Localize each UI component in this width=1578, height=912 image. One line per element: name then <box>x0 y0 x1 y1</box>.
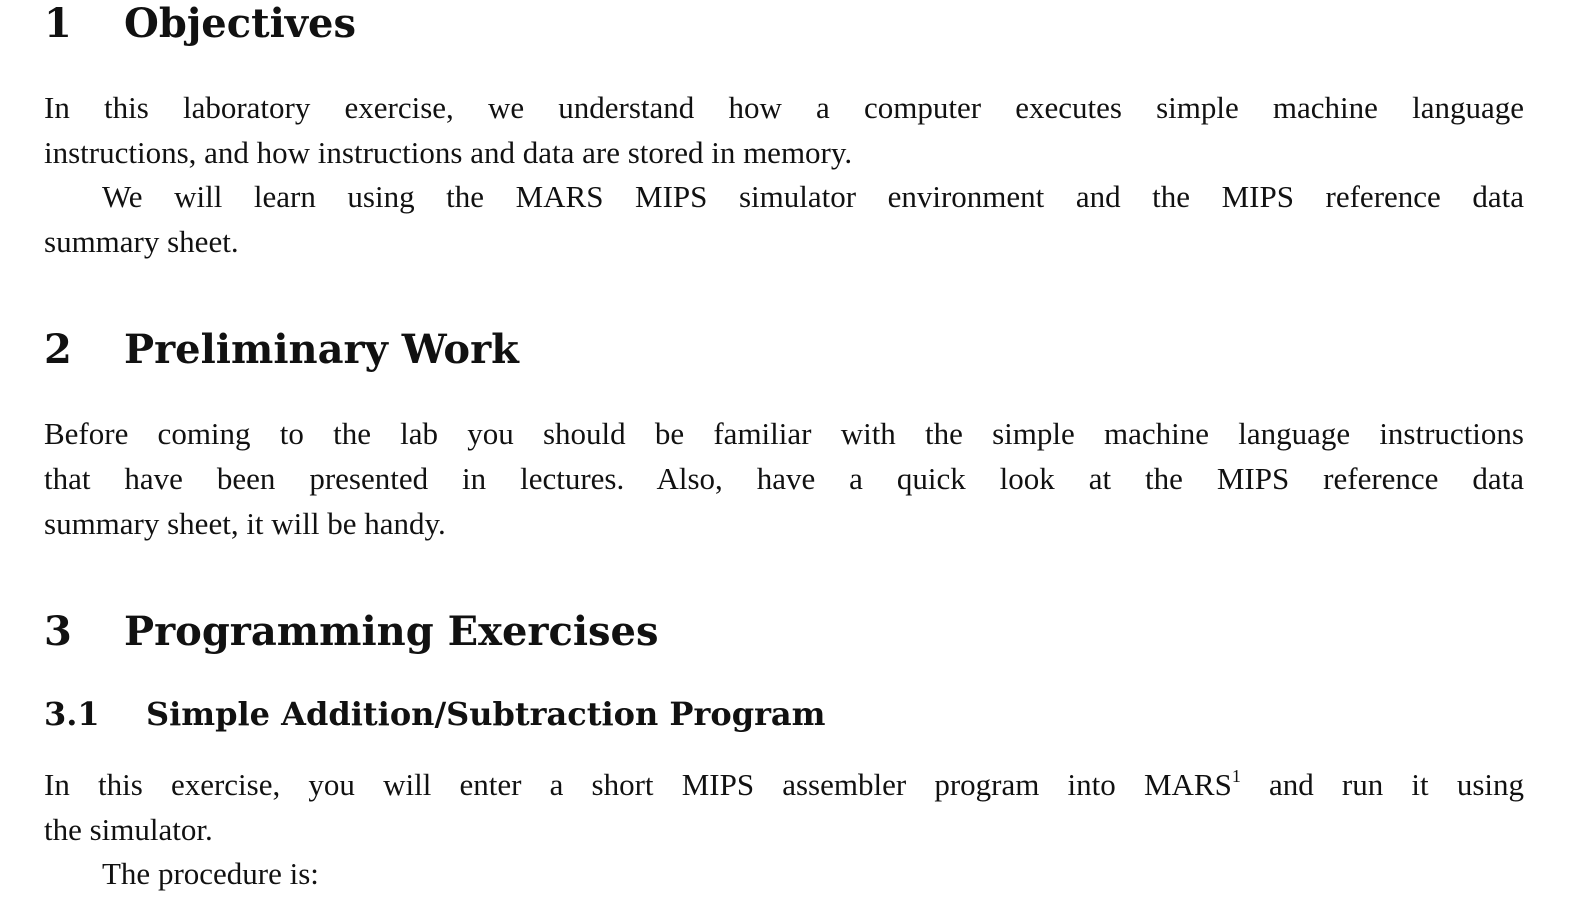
text-segment: In this exercise, you will enter a short MIPS assembler program into MARS <box>44 767 1232 802</box>
exercise-intro-paragraph <box>44 762 1524 852</box>
preliminary-work-paragraph <box>44 411 1524 546</box>
objectives-paragraph-1 <box>44 85 1524 175</box>
objectives-paragraph-2 <box>44 174 1524 264</box>
text-line: In this laboratory exercise, we understand how a computer executes simple machine language <box>44 90 1524 125</box>
section-number: 1 <box>44 0 72 47</box>
section-title: Programming Exercises <box>124 608 659 655</box>
text-line <box>44 762 1524 807</box>
text-line: We will learn using the MARS MIPS simulator environment and the MIPS reference data <box>102 179 1524 214</box>
section-heading-preliminary-work <box>44 326 519 373</box>
section-number: 3 <box>44 608 72 655</box>
text-line: summary sheet. <box>44 224 239 259</box>
section-title: Objectives <box>124 0 356 47</box>
section-number: 2 <box>44 326 72 373</box>
text-line: Before coming to the lab you should be familiar with the simple machine language instructions <box>44 416 1524 451</box>
procedure-intro-paragraph <box>44 851 1524 896</box>
text-line: summary sheet, it will be handy. <box>44 506 446 541</box>
subsection-heading-simple-addition <box>44 695 826 733</box>
section-heading-objectives <box>44 0 356 47</box>
section-title: Preliminary Work <box>124 326 519 373</box>
footnote-marker[interactable]: 1 <box>1231 766 1241 786</box>
text-segment: and run it using <box>1240 767 1524 802</box>
subsection-title: Simple Addition/Subtraction Program <box>146 695 826 733</box>
subsection-number: 3.1 <box>44 695 100 733</box>
text-line: The procedure is: <box>102 856 319 891</box>
text-line: the simulator. <box>44 812 213 847</box>
text-line: that have been presented in lectures. Also, have a quick look at the MIPS reference data <box>44 461 1524 496</box>
section-heading-programming-exercises <box>44 608 659 655</box>
text-line: instructions, and how instructions and data are stored in memory. <box>44 135 853 170</box>
